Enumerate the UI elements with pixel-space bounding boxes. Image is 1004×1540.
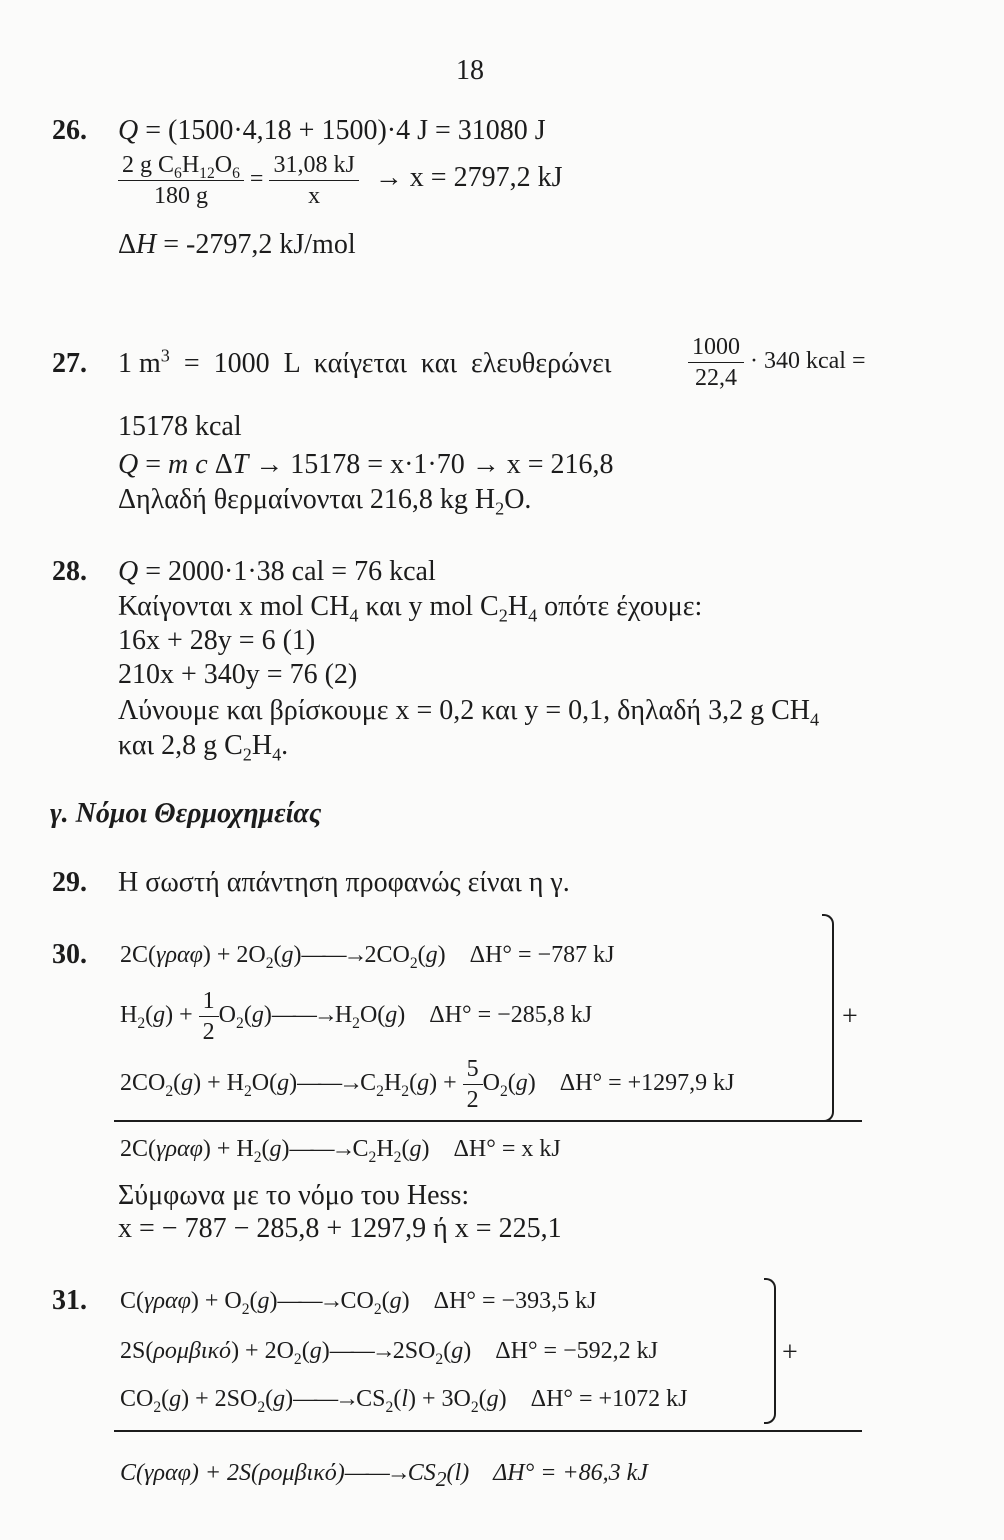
problem-31-eq1: $C(\gamma\rho\alpha\varphi) + O_2(g)——\to CO_2(g)$ ΔH° = −393,5 kJ (120, 1288, 597, 1318)
problem-31-plus: + (782, 1337, 798, 1368)
problem-29-number: 29. (52, 867, 87, 898)
problem-28-line6: και 2,8 g $C_2H_4$. (118, 730, 289, 765)
problem-26-number: 26. (52, 115, 87, 146)
problem-31-number: 31. (52, 1285, 87, 1316)
problem-28-number: 28. (52, 556, 87, 587)
problem-28-line3: 16x + 28y = 6 (1) (118, 625, 316, 656)
problem-31-eq3: $CO_2(g)$ + $2SO_2(g)——\to CS_2(l) + 3O_2(g)$ ΔH° = +1072 kJ (120, 1386, 688, 1416)
problem-30-number: 30. (52, 939, 87, 970)
problem-26-enthalpy: ΔH = -2797,2 kJ/mol (118, 229, 356, 260)
problem-27-number: 27. (52, 348, 87, 379)
problem-30-calc: x = − 787 − 285,8 + 1297,9 ή x = 225,1 (118, 1213, 562, 1244)
problem-26-line1: Q = (1500·4,18 + 1500)·4 J = 31080 J (118, 115, 546, 146)
fraction-energy: $\frac{31,08 kJ}{x}$ (269, 150, 358, 211)
problem-30-sum-line (114, 1120, 862, 1122)
problem-30-eq2: $H_2(g)$ + $\frac{1}{2}$ $O_2(g)——\to H_2O(g)$ ΔH° = −285,8 kJ (120, 988, 593, 1045)
problem-30-brace (822, 914, 834, 1122)
problem-31-sum: $C(\gamma\rho\alpha\varphi) + 2S(\rho o\mu\beta\iota\kappa ό)——\to CS_2(l)$ ΔH° = +86,3 kJ (120, 1460, 648, 1491)
problem-27-line2: 15178 kcal (118, 411, 242, 442)
problem-31-sum-line (114, 1430, 862, 1432)
problem-30-sum: $2C(\gamma\rho\alpha\varphi) + H_2(g)——\to C_2H_2(g)$ ΔH° = x kJ (120, 1136, 561, 1166)
problem-30-eq1: $2C(\gamma\rho\alpha\varphi) + 2O_2(g)——\to 2CO_2(g)$ ΔH° = −787 kJ (120, 942, 615, 972)
problem-27-line1: 1 $m^3 = 1000$ L καίγεται και ελευθερώνει (118, 345, 612, 379)
problem-29-text: Η σωστή απάντηση προφανώς είναι η γ. (118, 867, 570, 898)
problem-28-line1: Q = 2000·1·38 cal = 76 kcal (118, 556, 436, 587)
problem-28-line2: Καίγονται x mol $CH_4$ και y mol $C_2H_4$ οπότε έχουμε: (118, 591, 703, 626)
problem-31-brace (764, 1278, 776, 1424)
problem-27-line3: Q = m c ΔT → 15178 = x·1·70 → x = 216,8 (118, 449, 614, 480)
problem-27-line4: Δηλαδή θερμαίνονται 216,8 kg $H_2O$. (118, 484, 532, 519)
problem-28-line5: Λύνουμε και βρίσκουμε x = 0,2 και y = 0,1, δηλαδή 3,2 g $CH_4$ (118, 695, 820, 730)
problem-28-line4: 210x + 340y = 76 (2) (118, 659, 358, 690)
problem-30-plus: + (842, 1001, 858, 1032)
section-heading: γ. Νόμοι Θερμοχημείας (50, 798, 322, 829)
problem-31-eq2: $2S(\rho o\mu\beta\iota\kappa ό) + 2O_2(g)——\to 2SO_2(g)$ ΔH° = −592,2 kJ (120, 1338, 658, 1368)
fraction-glucose: $\frac{2 g C_6H_{12}O_6}{180 g}$ (118, 150, 244, 211)
page-number: 18 (456, 55, 484, 86)
problem-30-eq3: $2CO_2(g)$ + $H_2O(g)——\to C_2H_2(g)$ + $\frac{5}{2}$ $O_2(g)$ ΔH° = +1297,9 kJ (120, 1056, 735, 1113)
problem-30-hess: Σύμφωνα με το νόμο του Hess: (118, 1180, 470, 1211)
problem-26-proportion: $\frac{2 g C_6H_{12}O_6}{180 g}$ = $\frac{31,08 kJ}{x}$ → x = 2797,2 kJ (118, 150, 562, 211)
problem-27-fraction: $\frac{1000}{22,4}$ · 340 kcal = (688, 332, 866, 393)
